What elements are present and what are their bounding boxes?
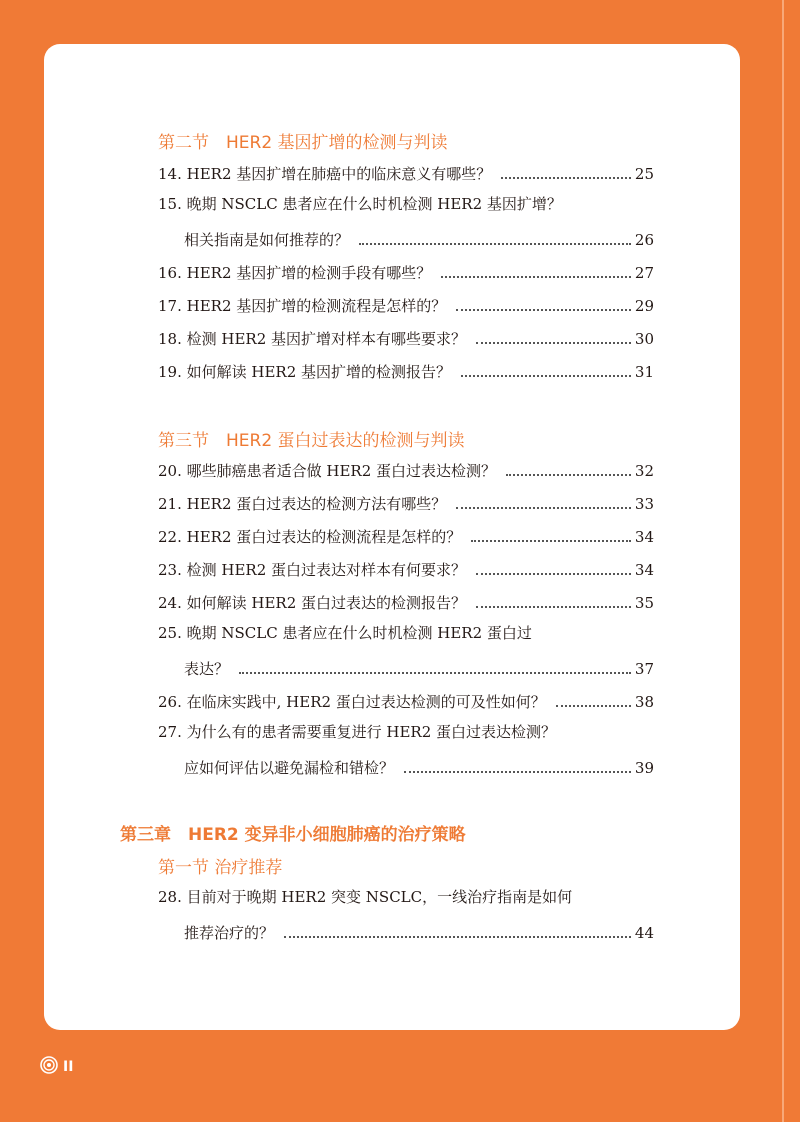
toc-entry[interactable] xyxy=(184,752,654,778)
leader-dots xyxy=(441,276,631,278)
leader-dots xyxy=(501,177,631,179)
leader-dots xyxy=(476,342,631,344)
entry-text: 相关指南是如何推荐的？ xyxy=(184,231,350,249)
toc-entry[interactable] xyxy=(158,356,654,382)
page-number: 34 xyxy=(634,561,654,579)
page-number: 37 xyxy=(634,660,654,678)
section-title: 第三节 HER2 蛋白过表达的检测与判读 xyxy=(158,431,465,451)
entry-text: 21. HER2 蛋白过表达的检测方法有哪些？ xyxy=(158,495,447,513)
leader-dots xyxy=(239,672,631,674)
entry-text: 16. HER2 基因扩增的检测手段有哪些？ xyxy=(158,264,432,282)
leader-dots xyxy=(284,936,631,938)
leader-dots xyxy=(456,309,631,311)
leader-dots xyxy=(556,705,631,707)
page-number: 35 xyxy=(634,594,654,612)
page-number: 32 xyxy=(634,462,654,480)
entry-text: 22. HER2 蛋白过表达的检测流程是怎样的？ xyxy=(158,528,462,546)
entry-text: 19. 如何解读 HER2 基因扩增的检测报告？ xyxy=(158,363,452,381)
page-number: 33 xyxy=(634,495,654,513)
leader-dots xyxy=(359,243,631,245)
section-title: 第二节 HER2 基因扩增的检测与判读 xyxy=(158,133,448,153)
toc-entry-line[interactable]: 25. 晚期 NSCLC 患者应在什么时机检测 HER2 蛋白过 xyxy=(158,624,532,642)
page-number: 31 xyxy=(634,363,654,381)
toc-entry[interactable] xyxy=(158,521,654,547)
entry-text: 23. 检测 HER2 蛋白过表达对样本有何要求？ xyxy=(158,561,467,579)
toc-entry[interactable] xyxy=(158,290,654,316)
leader-dots xyxy=(476,573,631,575)
toc-entry[interactable] xyxy=(158,686,654,712)
leader-dots xyxy=(476,606,631,608)
entry-text: 20. 哪些肺癌患者适合做 HER2 蛋白过表达检测？ xyxy=(158,462,497,480)
entry-text: 表达？ xyxy=(184,660,230,678)
page-number: 25 xyxy=(634,165,654,183)
entry-text: 推荐治疗的？ xyxy=(184,924,275,942)
page-number: 34 xyxy=(634,528,654,546)
toc-card xyxy=(44,44,740,1030)
toc-entry[interactable] xyxy=(184,917,654,943)
entry-text: 18. 检测 HER2 基因扩增对样本有哪些要求？ xyxy=(158,330,467,348)
toc-entry[interactable] xyxy=(158,488,654,514)
toc-entry[interactable] xyxy=(158,455,654,481)
toc-entry[interactable] xyxy=(158,587,654,613)
toc-entry[interactable] xyxy=(184,224,654,250)
entry-text: 17. HER2 基因扩增的检测流程是怎样的？ xyxy=(158,297,447,315)
leader-dots xyxy=(461,375,631,377)
page-number: 27 xyxy=(634,264,654,282)
leader-dots xyxy=(506,474,631,476)
toc-entry[interactable] xyxy=(158,158,654,184)
spiral-icon xyxy=(40,1056,58,1078)
toc-entry-line[interactable]: 27. 为什么有的患者需要重复进行 HER2 蛋白过表达检测？ xyxy=(158,723,557,741)
entry-text: 26. 在临床实践中, HER2 蛋白过表达检测的可及性如何？ xyxy=(158,693,546,711)
toc-entry[interactable] xyxy=(158,323,654,349)
page-number: 26 xyxy=(634,231,654,249)
page-number-roman: II xyxy=(63,1059,74,1075)
entry-text: 14. HER2 基因扩增在肺癌中的临床意义有哪些？ xyxy=(158,165,492,183)
page-number: 38 xyxy=(634,693,654,711)
toc-entry[interactable] xyxy=(158,554,654,580)
section-title: 第一节 治疗推荐 xyxy=(158,858,283,878)
page-number: 29 xyxy=(634,297,654,315)
page-edge-strip xyxy=(782,0,800,1122)
toc-entry[interactable] xyxy=(158,257,654,283)
toc-entry[interactable] xyxy=(184,653,654,679)
leader-dots xyxy=(404,771,631,773)
toc-entry-line[interactable]: 15. 晚期 NSCLC 患者应在什么时机检测 HER2 基因扩增？ xyxy=(158,195,562,213)
page-number: 39 xyxy=(634,759,654,777)
page-number: 44 xyxy=(634,924,654,942)
chapter-title: 第三章 HER2 变异非小细胞肺癌的治疗策略 xyxy=(120,825,466,845)
page-footer xyxy=(40,1056,73,1078)
page-number: 30 xyxy=(634,330,654,348)
leader-dots xyxy=(471,540,631,542)
leader-dots xyxy=(456,507,631,509)
toc-entry-line[interactable]: 28. 目前对于晚期 HER2 突变 NSCLC，一线治疗指南是如何 xyxy=(158,888,573,906)
entry-text: 应如何评估以避免漏检和错检？ xyxy=(184,759,395,777)
entry-text: 24. 如何解读 HER2 蛋白过表达的检测报告？ xyxy=(158,594,467,612)
